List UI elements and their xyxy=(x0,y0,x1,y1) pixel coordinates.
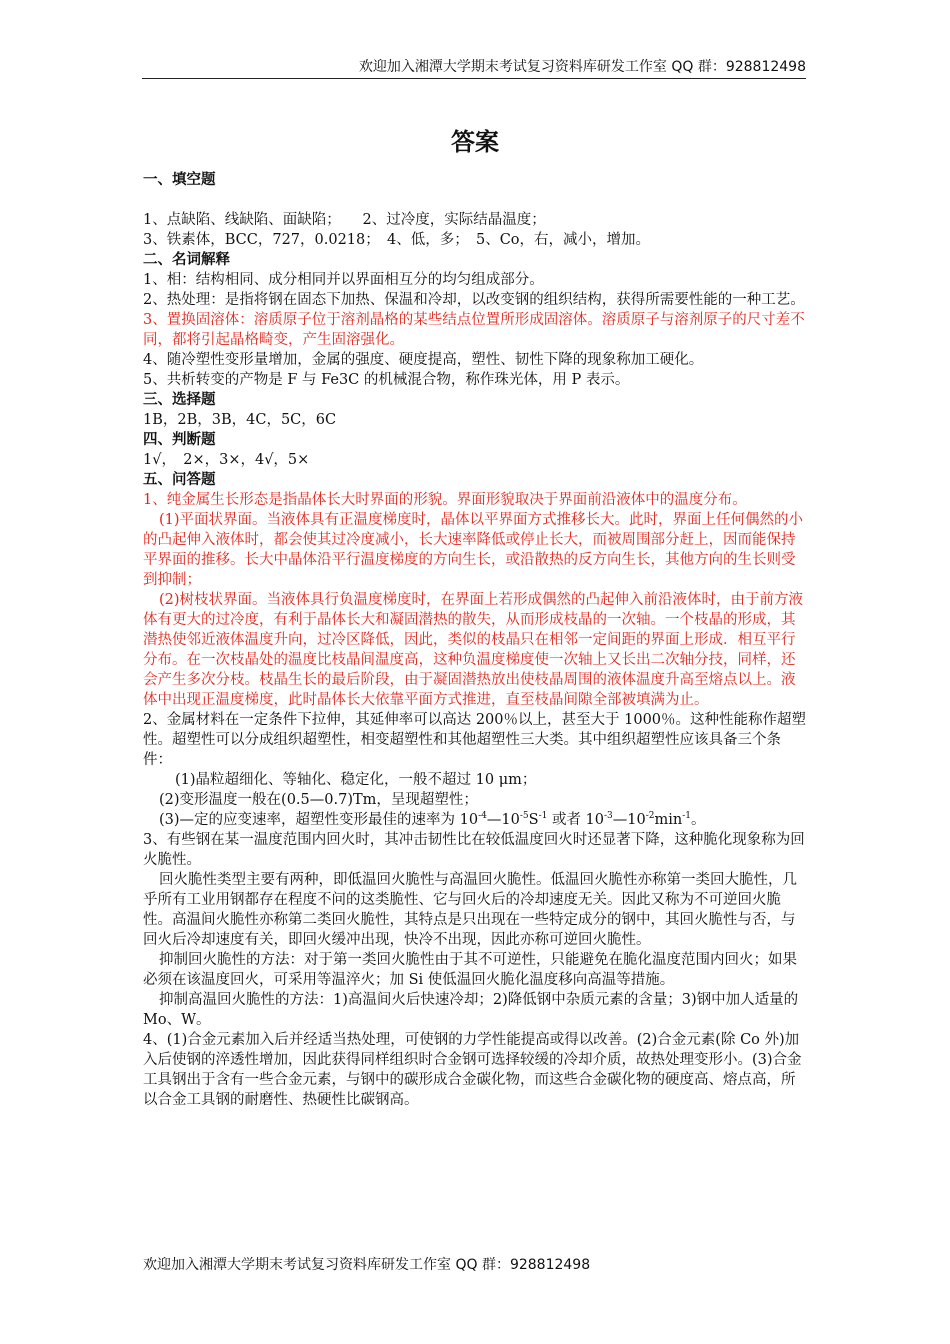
qa-3-types: 回火脆性类型主要有两种，即低温回火脆性与高温回火脆性。低温回火脆性亦称第一类回大脆性，几乎所有工业用钢都存在程度不问的这类脆性、它与回火后的冷却速度无关。因此又称为不可逆回火脆性。高温间火脆性亦称第二类回火脆性，其特点是只出现在一些特定成分的钢中，其回火脆性与否，与回火后冷却速度有关，即回火缓冲出现，快冷不出现，因此亦称可逆回火脆性。 xyxy=(143,872,797,948)
qa-1-dendritic: (2)树枝状界面。当液体具行负温度梯度时，在界面上若形成偶然的凸起伸入前沿液体时，由于前方液体有更大的过冷度，有利于晶体长大和凝固潜热的散失，从而形成枝晶的一次轴。一个枝晶的形成，其潜热使邻近液体温度升向，过冷区降低，因此，类似的枝晶只在相邻一定间距的界面上形成．相互平行分布。在一次枝晶处的温度比枝晶间温度高，这种负温度梯度使一次轴上又长出二次轴分技，同样，还会产生多次分枝。枝晶生长的最后阶段，由于凝固潜热放出使枝晶周围的液体温度升高至熔点以上。液体中出现正温度梯度，此时晶体长大依靠平面方式推进，直至枝晶间隙全部被填满为止。 xyxy=(143,592,804,708)
term-4: 4、随冷塑性变形量增加，金属的强度、硬度提高，塑性、韧性下降的现象称加工硬化。 xyxy=(143,352,704,368)
qa-2-condition-3: (3)—定的应变速率，超塑性变形最佳的速率为 $10^{-4}—10^{-5}S^{-1}$ 或者 $10^{-3}—10^{-2}\min^{-1}$。 xyxy=(159,811,706,828)
qa-3-suppress-high: 抑制高温回火脆性的方法：1)高温间火后快速冷却；2)降低钢中杂质元素的含量；3)钢中加人适量的 Mo、W。 xyxy=(143,992,799,1028)
term-5: 5、共析转变的产物是 F 与 Fe3C 的机械混合物，称作珠光体，用 P 表示。 xyxy=(143,372,630,388)
qa-2-intro: 2、金属材料在一定条件下拉伸，其延伸率可以高达 200％以上，甚至大于 1000％。这种性能称作超塑性。超塑性可以分成组织超塑性，相变超塑性和其他超塑性三大类。其中组织超塑性应该具备三个条件： xyxy=(143,712,807,768)
qa-1-planar: (1)平面状界面。当液体具有正温度梯度时，晶体以平界面方式推移长大。此时，界面上任何偶然的小的凸起伸入液体时，都会使其过冷度减小，长大速率降低或停止长大，而被周围部分赶上，因而能保持平界面的推移。长大中晶体沿平行温度梯度的方向生长，或沿散热的反方向生长，其他方向的生长则受到抑制； xyxy=(143,512,804,588)
qa-2-condition-2: (2)变形温度一般在(0.5—0.7)Tm，呈现超塑性； xyxy=(159,792,478,808)
fill-blank-line-1: 1、点缺陷、线缺陷、面缺陷； 2、过冷度，实际结晶温度； xyxy=(143,212,546,228)
term-1: 1、相：结构相同、成分相同并以界面相互分的均匀组成部分。 xyxy=(143,272,544,288)
section-heading-choice: 三、选择题 xyxy=(143,392,216,408)
qa-3-suppress-low: 抑制回火脆性的方法：对于第一类回火脆性由于其不可逆性，只能避免在脆化温度范围内回火；如果必须在该温度回火，可采用等温淬火；加 Si 使低温回火脆化温度移向高温等措施。 xyxy=(143,952,797,988)
term-2: 2、热处理：是指将钢在固态下加热、保温和冷却，以改变钢的组织结构，获得所需要性能的一种工艺。 xyxy=(143,292,805,308)
page-title: 答案 xyxy=(451,128,499,156)
choice-answers: 1B，2B，3B，4C，5C，6C xyxy=(143,412,337,428)
qa-4: 4、(1)合金元素加入后并经适当热处理，可使钢的力学性能提高或得以改善。(2)合金元素(除 Co 外)加入后使钢的淬透性增加，因此获得同样组织时合金钢可选择较缓的冷却介质，故热处理变形小。(3)合金工具钢出于含有一些合金元素，与钢中的碳形成合金碳化物，而这些合金碳化物的硬度高、熔点高，所以合金工具钢的耐磨性、热硬性比碳钢高。 xyxy=(143,1032,802,1108)
judge-answers: 1√， 2×，3×，4√，5× xyxy=(143,452,310,468)
qa-3-intro: 3、有些钢在某一温度范围内回火时，其冲击韧性比在较低温度回火时还显著下降，这种脆化现象称为回火脆性。 xyxy=(143,832,805,868)
section-heading-judge: 四、判断题 xyxy=(143,432,216,448)
header-divider xyxy=(142,78,806,79)
qa-1-intro: 1、纯金属生长形态是指晶体长大时界面的形貌。界面形貌取决于界面前沿液体中的温度分布。 xyxy=(143,492,747,508)
section-heading-qa: 五、问答题 xyxy=(143,472,216,488)
qa-2-condition-1: (1)晶粒超细化、等轴化、稳定化，一般不超过 10 μm； xyxy=(175,772,537,788)
document-body xyxy=(143,170,808,1110)
page-footer: 欢迎加入湘潭大学期末考试复习资料库研发工作室 QQ 群：928812498 xyxy=(143,1257,591,1273)
section-heading-fill-blank: 一、填空题 xyxy=(143,172,216,188)
fill-blank-line-2: 3、铁素体，BCC，727，0.0218； 4、低，多； 5、Co，右，减小，增加。 xyxy=(143,232,651,248)
section-heading-terms: 二、名词解释 xyxy=(143,252,230,268)
term-3: 3、置换固溶体：溶质原子位于溶剂晶格的某些结点位置所形成固溶体。溶质原子与溶剂原子的尺寸差不同，都将引起晶格畸变，产生固溶强化。 xyxy=(143,312,805,348)
page-header: 欢迎加入湘潭大学期末考试复习资料库研发工作室 QQ 群：928812498 xyxy=(358,59,806,75)
